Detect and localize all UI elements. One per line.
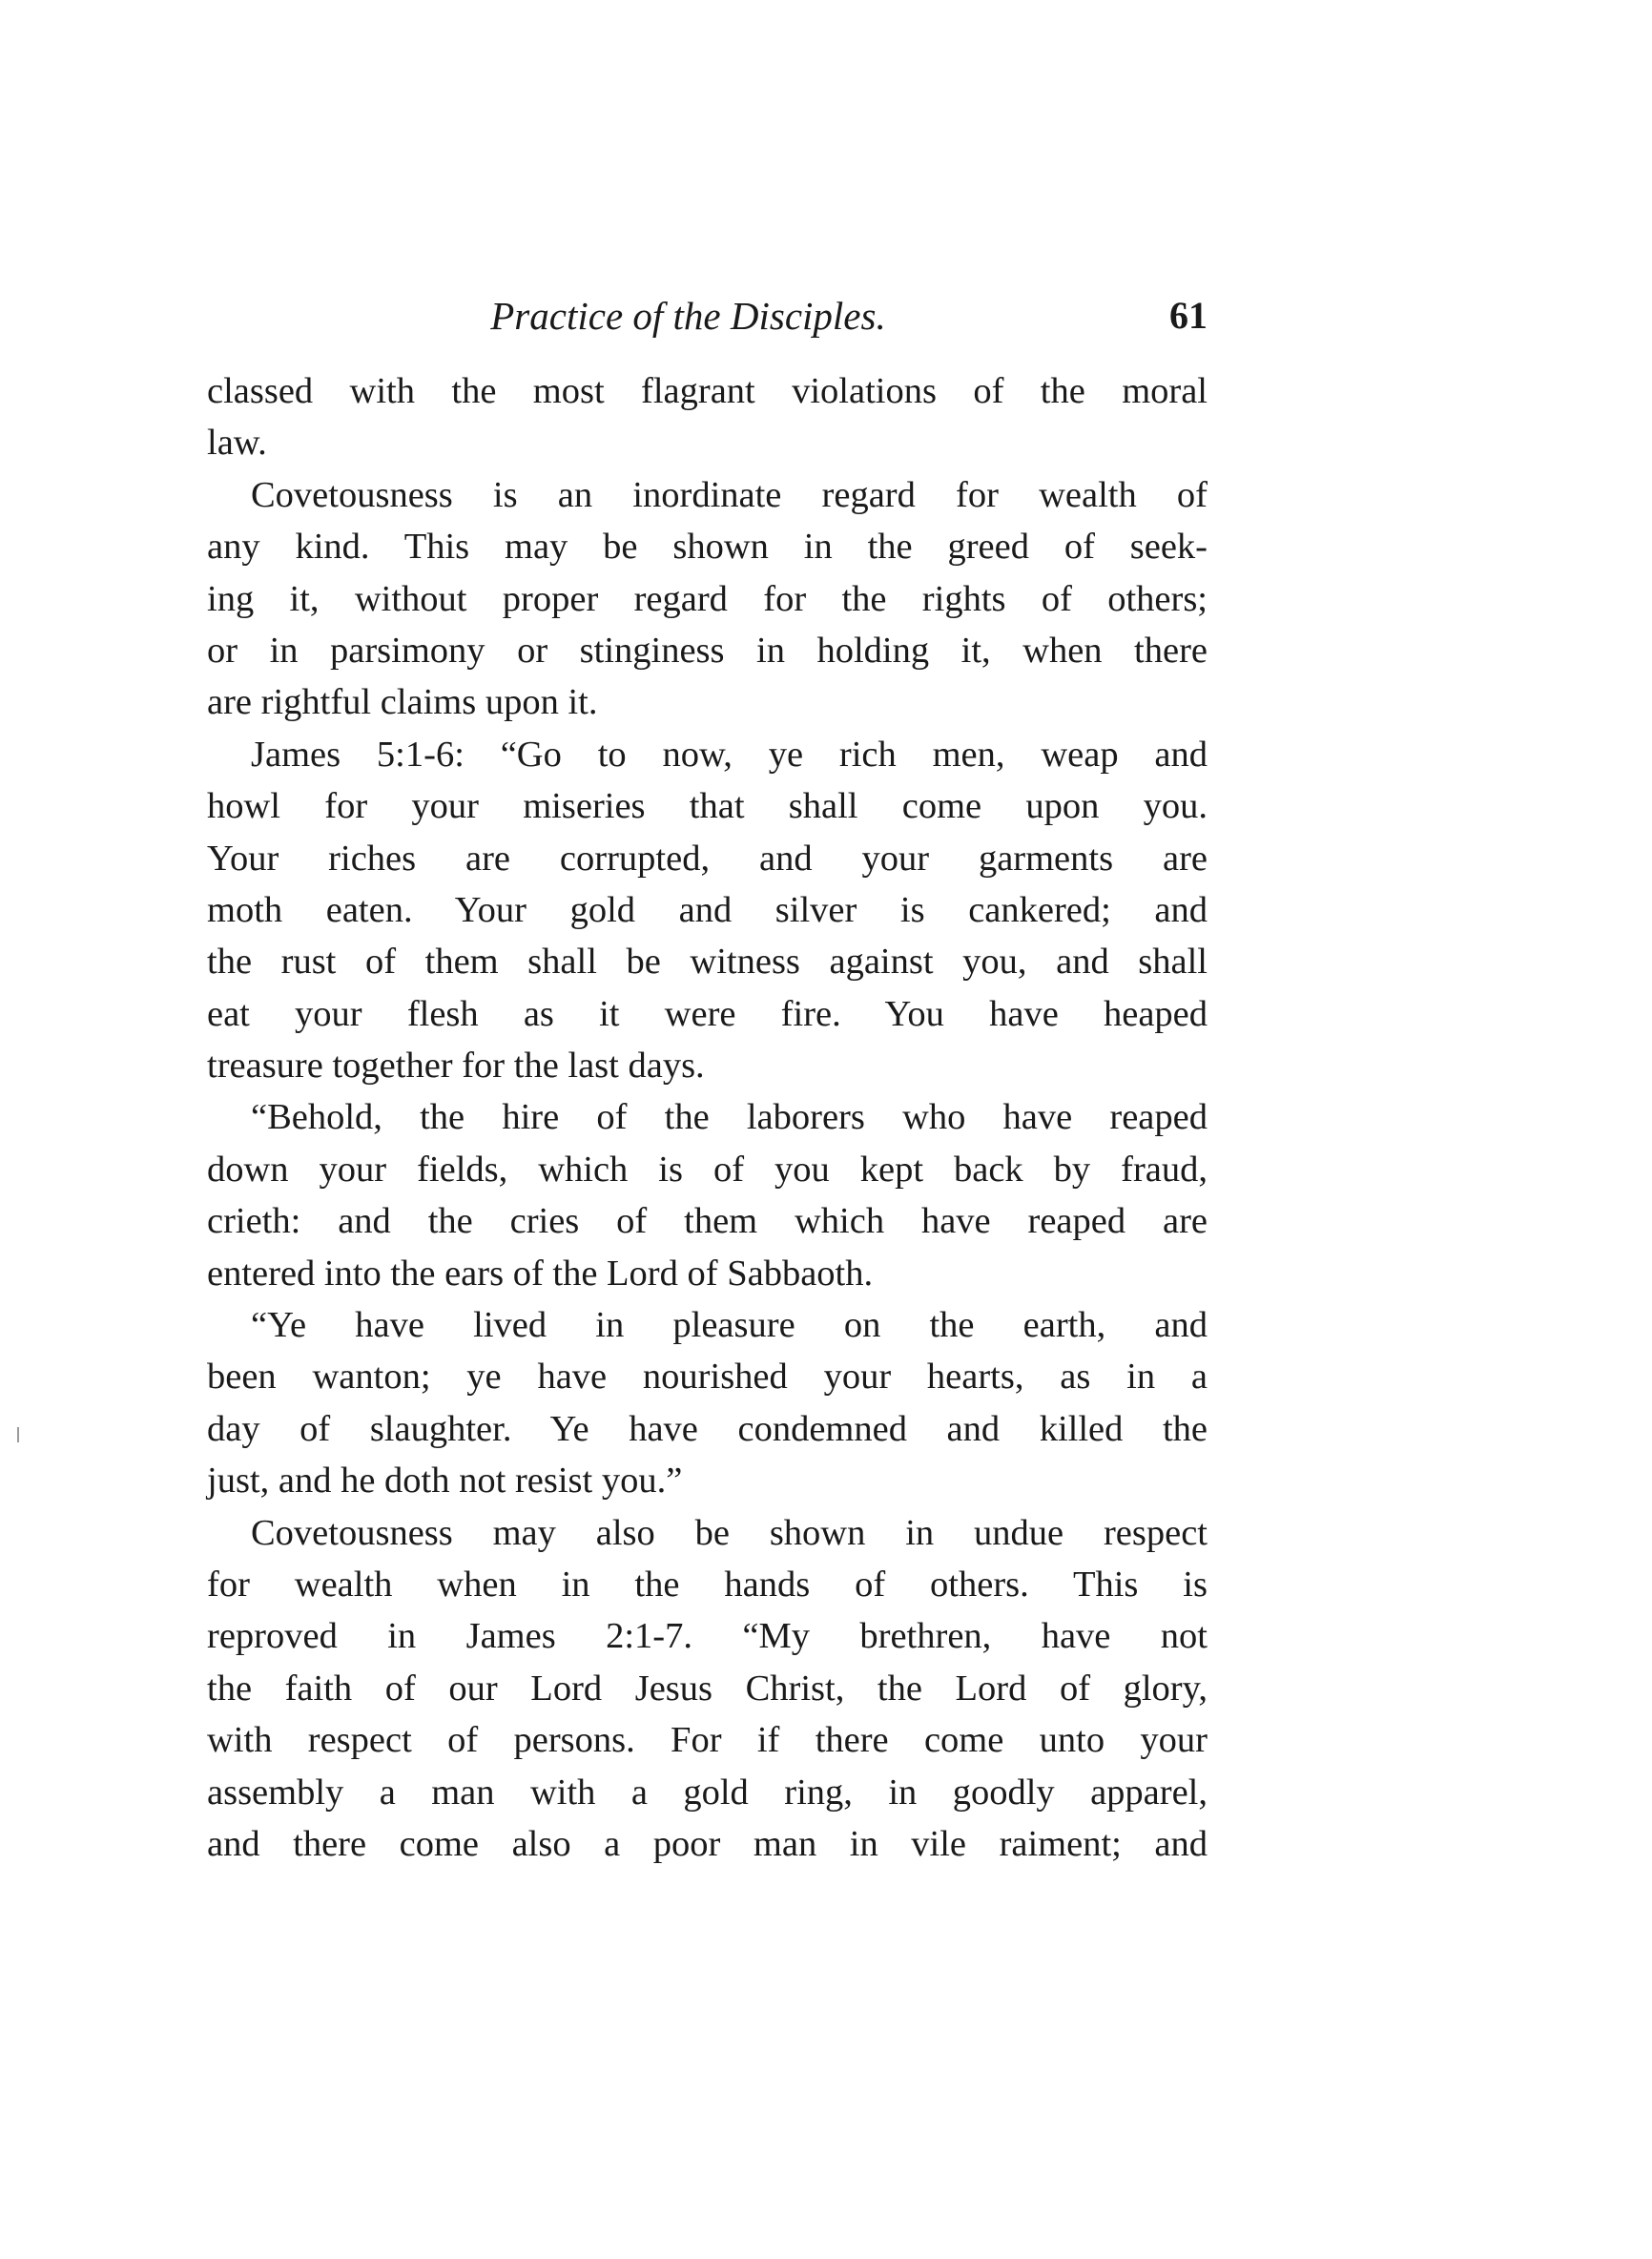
paragraph-first-line: “Ye have lived in pleasure on the earth, and: [251, 1305, 1208, 1346]
text-line: treasure together for the last days.: [207, 1046, 705, 1087]
text-line: howl for your miseries that shall come upon you.: [207, 786, 1208, 827]
text-line: reproved in James 2:1-7. “My brethren, have not: [207, 1616, 1208, 1657]
text-line: or in parsimony or stinginess in holding it, when there: [207, 630, 1208, 671]
text-line: down your fields, which is of you kept back by fraud,: [207, 1149, 1208, 1190]
text-line: assembly a man with a gold ring, in goodly apparel,: [207, 1772, 1208, 1813]
text-line: eat your flesh as it were fire. You have heaped: [207, 993, 1208, 1034]
paragraph-first-line: Covetousness is an inordinate regard for wealth of: [251, 474, 1208, 515]
text-line: crieth: and the cries of them which have reaped are: [207, 1201, 1208, 1242]
text-line: moth eaten. Your gold and silver is cankered; and: [207, 889, 1208, 930]
text-line: been wanton; ye have nourished your hearts, as in a: [207, 1357, 1208, 1398]
text-line: and there come also a poor man in vile raiment; and: [207, 1823, 1208, 1864]
body-text: [207, 365, 1208, 1870]
text-line: Your riches are corrupted, and your garments are: [207, 838, 1208, 879]
margin-speck: [17, 1427, 19, 1442]
page-number: 61: [1169, 294, 1208, 337]
text-line: law.: [207, 423, 267, 464]
text-line: with respect of persons. For if there come unto your: [207, 1720, 1208, 1761]
paragraph-first-line: “Behold, the hire of the laborers who have reaped: [251, 1097, 1208, 1138]
text-line: classed with the most flagrant violations of the moral: [207, 371, 1208, 411]
text-line: entered into the ears of the Lord of Sabbaoth.: [207, 1253, 874, 1294]
paragraph-first-line: Covetousness may also be shown in undue respect: [251, 1512, 1208, 1553]
text-line: for wealth when in the hands of others. This is: [207, 1564, 1208, 1605]
text-line: are rightful claims upon it.: [207, 682, 598, 723]
text-line: the rust of them shall be witness against you, and shall: [207, 942, 1208, 983]
running-head: [207, 282, 1208, 349]
text-line: any kind. This may be shown in the greed of seek-: [207, 527, 1208, 568]
paragraph-first-line: James 5:1-6: “Go to now, ye rich men, weap and: [251, 734, 1208, 775]
running-title: Practice of the Disciples.: [490, 294, 886, 338]
text-line: day of slaughter. Ye have condemned and killed the: [207, 1408, 1208, 1449]
text-line: just, and he doth not resist you.”: [207, 1461, 683, 1502]
text-line: the faith of our Lord Jesus Christ, the Lord of glory,: [207, 1668, 1208, 1709]
text-line: ing it, without proper regard for the rights of others;: [207, 578, 1208, 619]
